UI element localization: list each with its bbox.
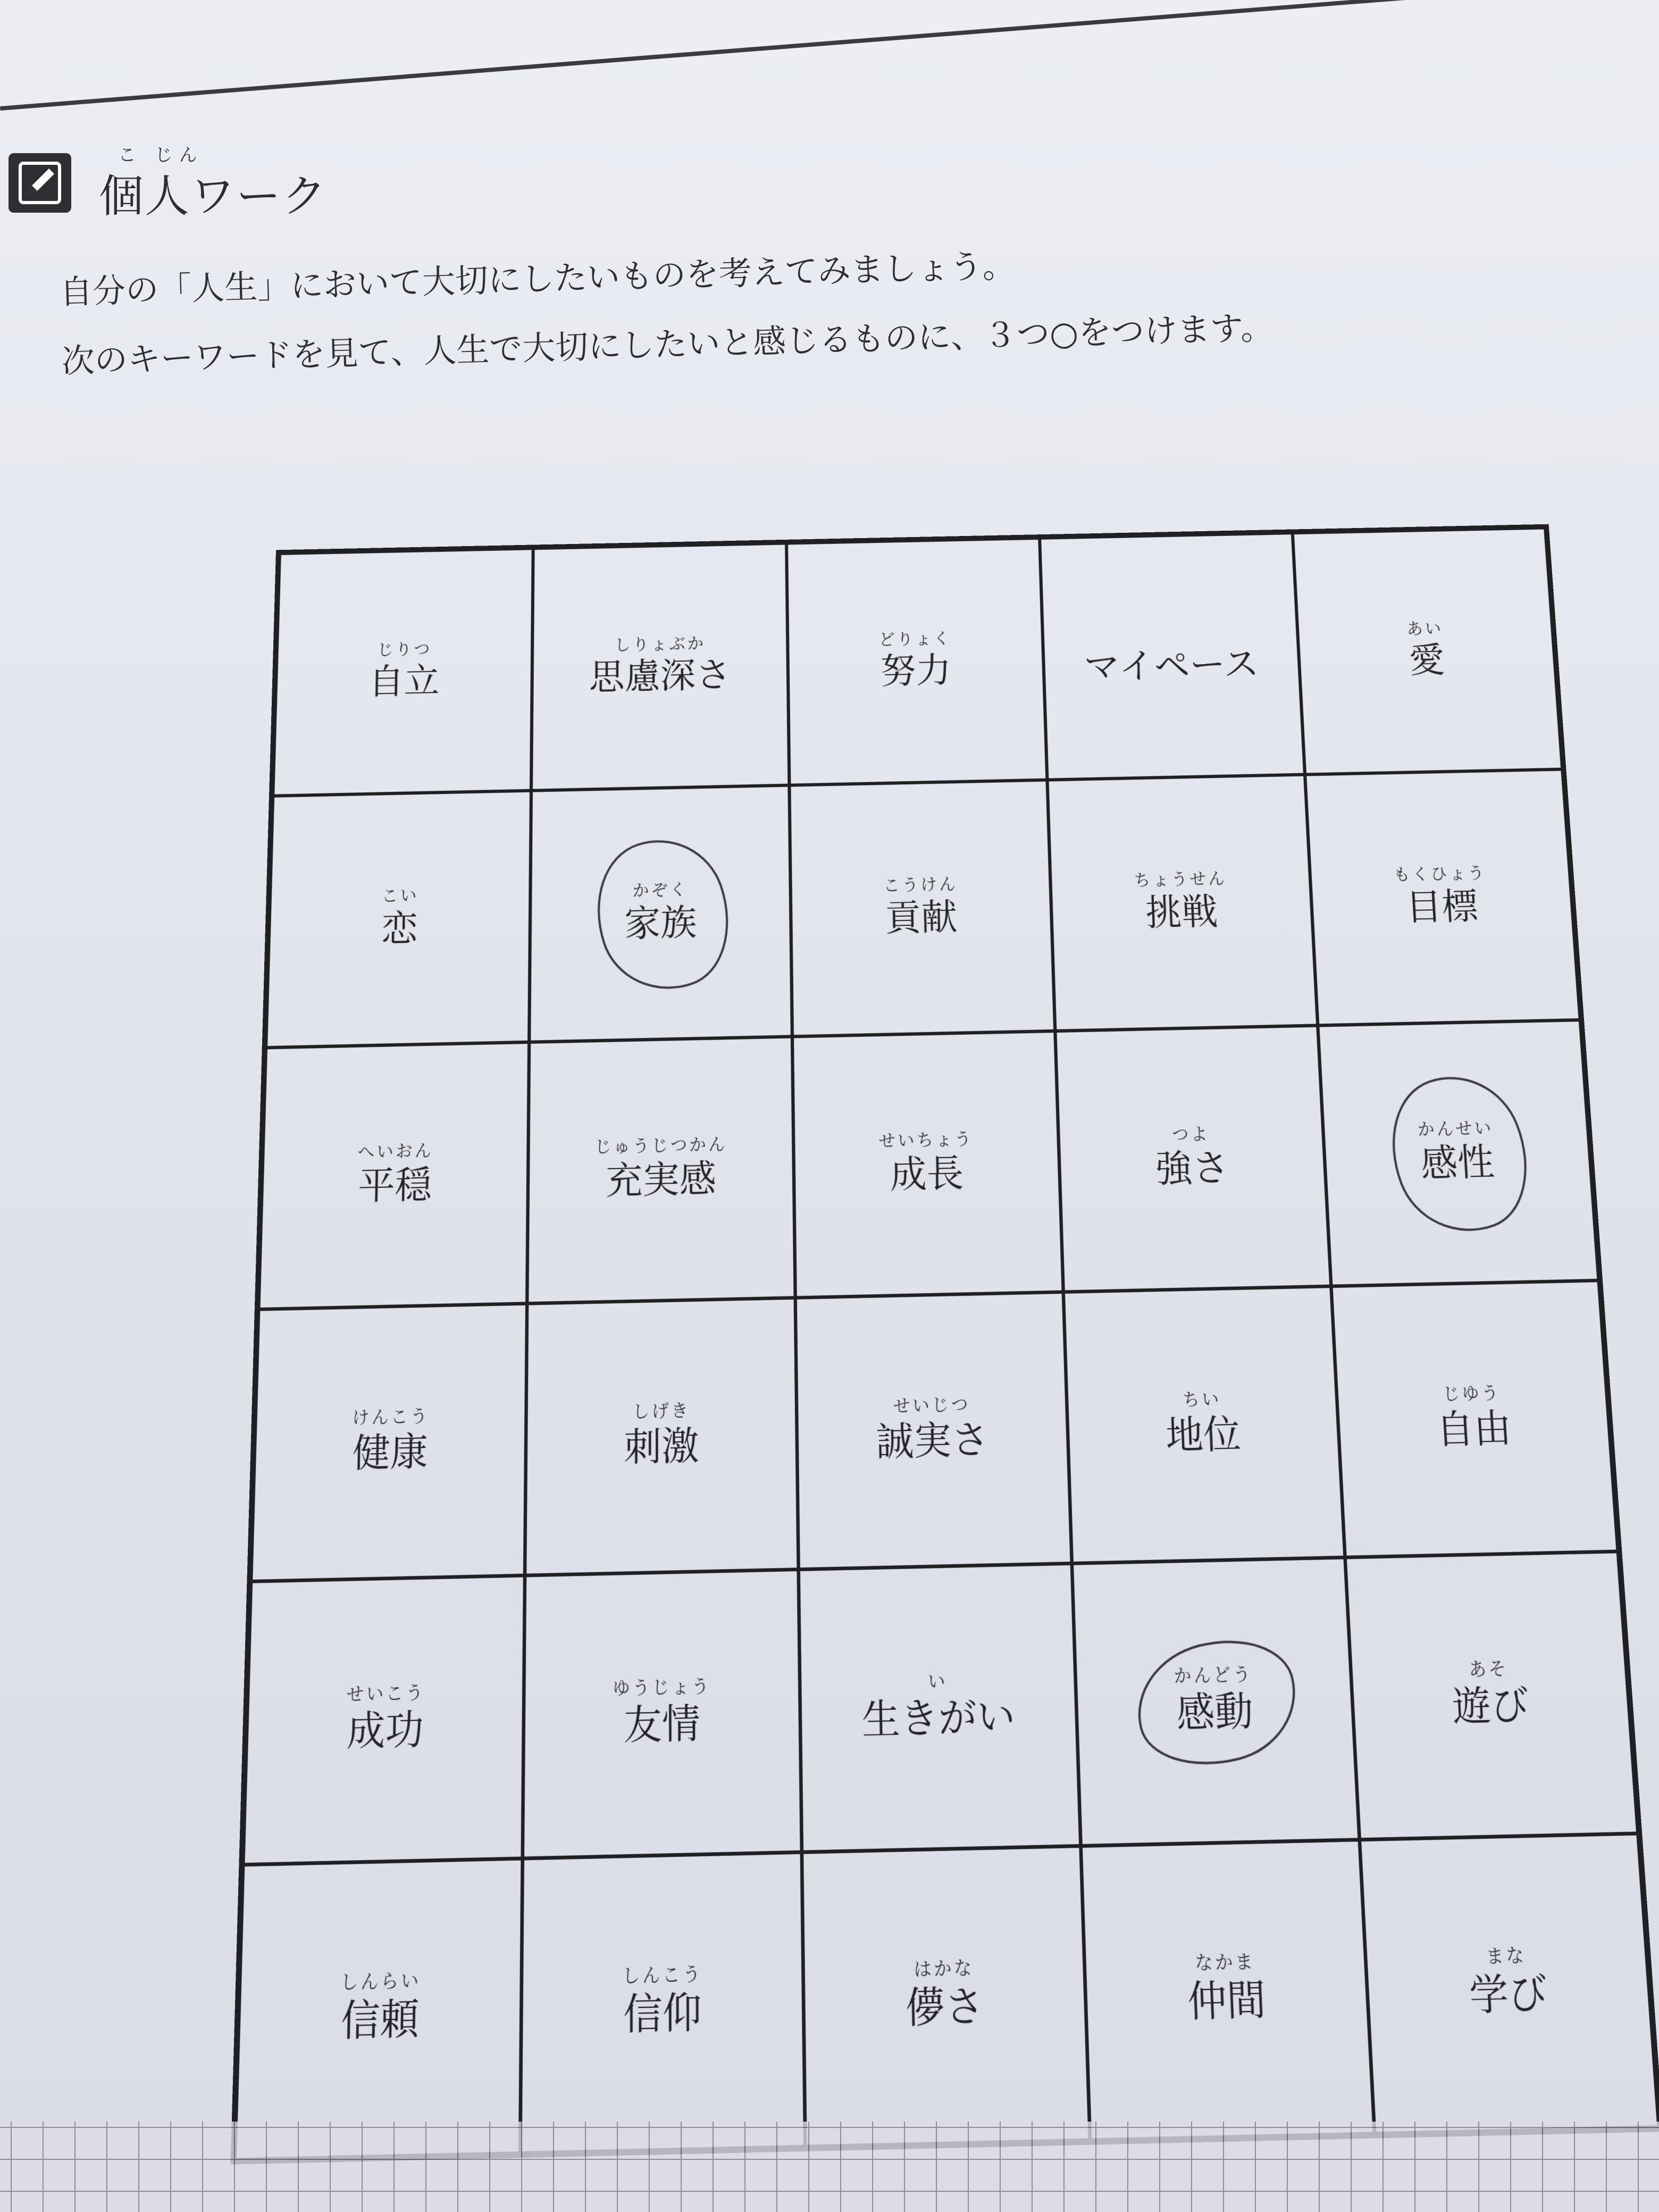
keyword-label: 愛 xyxy=(1407,639,1446,681)
keyword-label: マイペース xyxy=(1083,643,1260,688)
keyword-furigana: じゆう xyxy=(1442,1382,1502,1405)
keyword-cell[interactable] xyxy=(1331,1280,1618,1557)
keyword-label: 仲間 xyxy=(1186,1975,1267,2027)
keyword-cell[interactable] xyxy=(529,785,792,1042)
keyword-cell[interactable] xyxy=(251,1303,527,1581)
keyword-label: 学び xyxy=(1468,1969,1549,2021)
keyword-grid xyxy=(231,524,1659,2165)
keyword-furigana: どりょく xyxy=(878,629,952,649)
keyword-label: 誠実さ xyxy=(875,1417,990,1465)
keyword-furigana: あそ xyxy=(1468,1658,1509,1681)
keyword-furigana: あい xyxy=(1406,619,1444,639)
keyword-cell[interactable] xyxy=(792,1031,1063,1298)
keyword-cell[interactable] xyxy=(527,1036,795,1303)
keyword-cell[interactable] xyxy=(802,1846,1090,2147)
keyword-label: 挑戦 xyxy=(1144,890,1219,934)
keyword-furigana: せいちょう xyxy=(878,1129,974,1151)
keyword-label: 貢献 xyxy=(884,895,958,940)
keyword-cell[interactable] xyxy=(525,1298,799,1576)
keyword-cell[interactable] xyxy=(1055,1026,1331,1292)
keyword-label: 刺激 xyxy=(624,1423,699,1471)
keyword-cell[interactable] xyxy=(1305,769,1580,1026)
page-title: 個人ワーク xyxy=(99,170,328,222)
keyword-cell[interactable] xyxy=(1072,1557,1360,1846)
keyword-cell[interactable] xyxy=(786,538,1047,785)
keyword-furigana: けんこう xyxy=(351,1406,430,1429)
keyword-cell[interactable] xyxy=(531,543,789,791)
keyword-furigana: ちょうせん xyxy=(1133,869,1227,890)
keyword-furigana: はかな xyxy=(914,1957,975,1981)
instructions xyxy=(58,214,1338,388)
keyword-label: 健康 xyxy=(352,1429,429,1477)
keyword-label: 生きがい xyxy=(861,1692,1016,1744)
title-furigana: こ じん xyxy=(118,145,204,166)
graph-paper-edge xyxy=(0,2122,1659,2212)
keyword-label: 感性 xyxy=(1419,1140,1496,1186)
keyword-furigana: い xyxy=(927,1670,948,1692)
section-header xyxy=(5,145,431,223)
keyword-furigana: しんらい xyxy=(340,1970,421,1994)
keyword-furigana: ゆうじょう xyxy=(613,1675,711,1699)
keyword-cell[interactable] xyxy=(1293,528,1563,775)
keyword-label: 家族 xyxy=(624,901,697,945)
keyword-cell[interactable] xyxy=(520,1852,805,2153)
keyword-furigana: まな xyxy=(1485,1945,1527,1968)
keyword-furigana: もくひょう xyxy=(1393,864,1487,885)
keyword-label: 友情 xyxy=(623,1699,701,1749)
keyword-furigana: せいこう xyxy=(346,1682,426,1706)
keyword-cell[interactable] xyxy=(266,791,531,1048)
keyword-cell[interactable] xyxy=(1318,1020,1598,1286)
keyword-cell[interactable] xyxy=(243,1576,525,1865)
keyword-furigana xyxy=(1170,624,1171,644)
keyword-label: 信頼 xyxy=(340,1994,420,2046)
keyword-furigana: せいじつ xyxy=(893,1394,971,1417)
keyword-cell[interactable] xyxy=(1360,1833,1659,2134)
keyword-cell[interactable] xyxy=(523,1570,802,1859)
pencil-icon-glyph xyxy=(17,160,63,206)
keyword-furigana: こうけん xyxy=(883,874,958,895)
keyword-cell[interactable] xyxy=(258,1042,529,1310)
keyword-label: 自立 xyxy=(368,660,440,702)
keyword-furigana: しげき xyxy=(632,1400,691,1422)
keyword-furigana: しりょぶか xyxy=(614,634,706,655)
keyword-furigana: ちい xyxy=(1182,1388,1222,1411)
instruction-line-1: 自分の「人生」において大切にしたいものを考えてみましょう。 xyxy=(59,246,1016,312)
header-rule xyxy=(0,0,1580,111)
keyword-label: 思慮深さ xyxy=(589,654,732,698)
keyword-label: 努力 xyxy=(880,649,952,692)
keyword-furigana: つよ xyxy=(1171,1124,1210,1145)
keyword-cell[interactable] xyxy=(1047,775,1318,1031)
keyword-label: 儚さ xyxy=(905,1981,985,2033)
keyword-cell[interactable] xyxy=(1040,533,1305,780)
keyword-cell[interactable] xyxy=(789,780,1055,1037)
instruction-line-2: 次のキーワードを見て、人生で大切にしたいと感じるものに、３つ○をつけます。 xyxy=(61,308,1274,381)
keyword-furigana: こい xyxy=(381,885,419,906)
keyword-furigana: かんせい xyxy=(1417,1118,1494,1140)
keyword-label: 自由 xyxy=(1435,1405,1513,1453)
keyword-furigana: じりつ xyxy=(377,640,432,660)
keyword-cell[interactable] xyxy=(795,1292,1072,1570)
keyword-label: 成長 xyxy=(889,1151,965,1197)
keyword-cell[interactable] xyxy=(235,1858,523,2160)
keyword-label: 感動 xyxy=(1175,1687,1254,1737)
keyword-furigana: しんこう xyxy=(622,1963,703,1988)
keyword-cell[interactable] xyxy=(273,548,533,796)
keyword-furigana: かんどう xyxy=(1173,1664,1253,1687)
keyword-label: 目標 xyxy=(1404,885,1480,929)
keyword-cell[interactable] xyxy=(1081,1840,1375,2140)
keyword-label: 信仰 xyxy=(623,1988,702,2040)
keyword-furigana: じゅうじつかん xyxy=(594,1134,727,1158)
keyword-cell[interactable] xyxy=(1345,1552,1638,1840)
keyword-cell[interactable] xyxy=(1063,1286,1345,1563)
keyword-furigana: かぞく xyxy=(632,880,689,901)
keyword-label: 平穏 xyxy=(357,1162,432,1209)
keyword-furigana: なかま xyxy=(1194,1950,1256,1975)
keyword-label: 強さ xyxy=(1154,1145,1230,1192)
keyword-label: 恋 xyxy=(381,907,418,950)
pencil-icon xyxy=(9,153,71,213)
keyword-label: 充実感 xyxy=(605,1157,717,1203)
keyword-cell[interactable] xyxy=(799,1563,1081,1852)
keyword-label: 地位 xyxy=(1164,1411,1242,1459)
keyword-label: 成功 xyxy=(346,1706,424,1755)
keyword-label: 遊び xyxy=(1451,1681,1531,1731)
keyword-furigana: へいおん xyxy=(357,1141,434,1162)
